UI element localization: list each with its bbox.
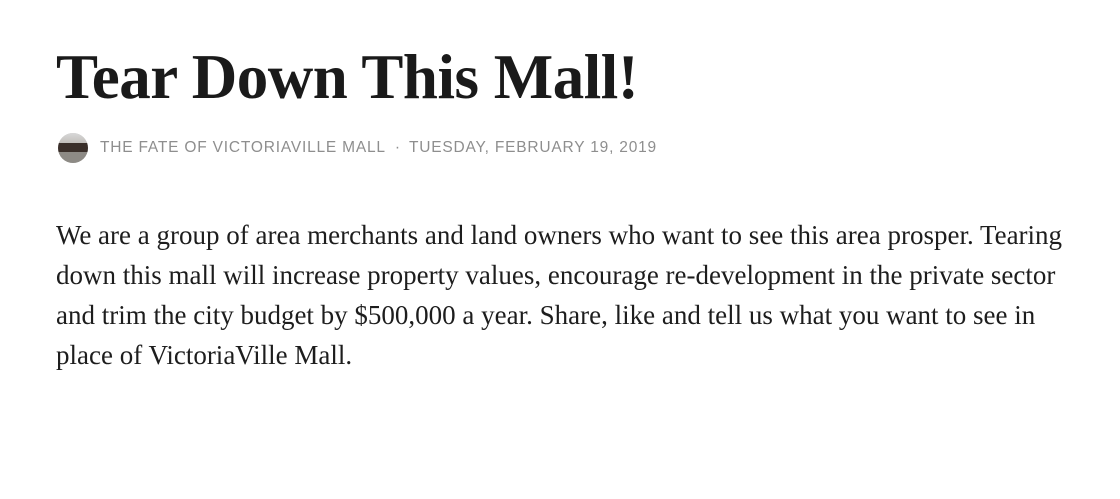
post-date: TUESDAY, FEBRUARY 19, 2019 bbox=[409, 138, 657, 156]
post-body: We are a group of area merchants and land owners who want to see this area prosper. Tearing down this mall will increase property values, encourage re-development in the private sector and trim the city budget by $500,000 a year. Share, like and tell us what you want to see in place of VictoriaVille Mall. bbox=[56, 219, 1063, 370]
page-title: Tear Down This Mall! bbox=[56, 42, 639, 112]
post-author[interactable]: THE FATE OF VICTORIAVILLE MALL bbox=[100, 138, 386, 156]
meta-separator: · bbox=[394, 138, 401, 156]
avatar bbox=[58, 133, 88, 163]
avatar-building bbox=[58, 143, 88, 152]
avatar-ground bbox=[58, 152, 88, 162]
avatar-sky bbox=[58, 133, 88, 144]
post-meta bbox=[58, 133, 1064, 163]
